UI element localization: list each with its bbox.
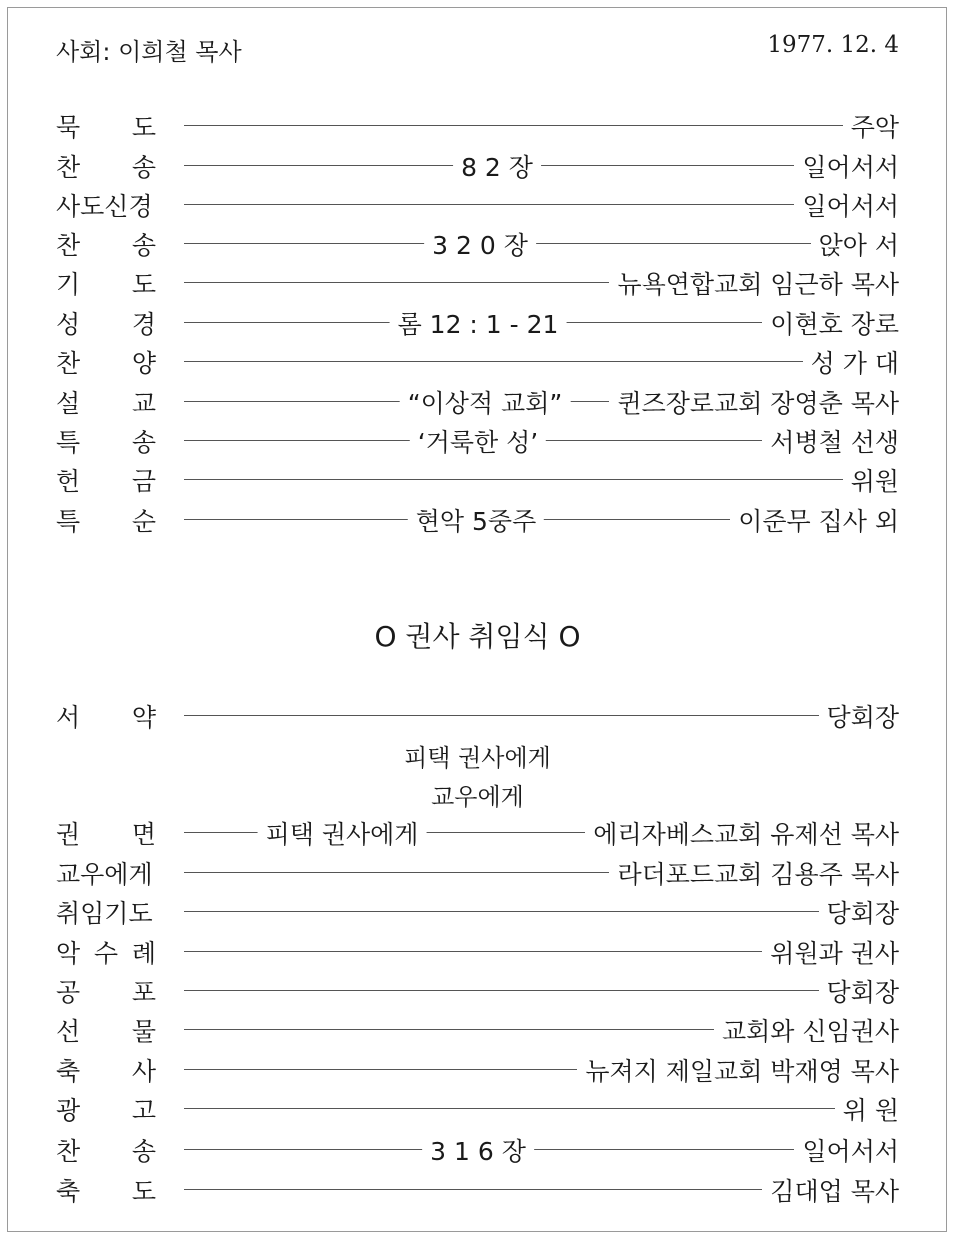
program-item <box>56 305 899 339</box>
program-item <box>56 462 899 496</box>
item-label-part: 공 <box>56 978 81 1007</box>
item-label <box>56 423 156 459</box>
item-label-part: 찬 <box>56 1137 81 1166</box>
leader-line <box>184 1108 899 1109</box>
item-label-part: 축 <box>56 1057 81 1086</box>
item-responsible: 뉴욕연합교회 임근하 목사 <box>609 265 899 301</box>
item-label <box>56 1052 156 1088</box>
item-label-part: 송 <box>131 428 156 457</box>
item-label-part: 악 <box>56 939 81 968</box>
item-label-part: 송 <box>131 1137 156 1166</box>
item-responsible: 에리자베스교회 유제선 목사 <box>585 815 899 851</box>
item-label-part: 경 <box>131 310 156 339</box>
item-label-part: 도 <box>131 1177 156 1206</box>
item-label <box>56 384 156 420</box>
program-item <box>56 148 899 182</box>
item-label-part: 금 <box>131 467 156 496</box>
item-label-part: 양 <box>131 349 156 378</box>
item-detail: 롬 12 : 1 - 21 <box>390 305 567 341</box>
item-responsible: 일어서서 <box>794 148 899 184</box>
item-label-part: 순 <box>131 507 156 536</box>
item-label-part: 교 <box>131 389 156 418</box>
item-label-part: 사도신경 <box>56 192 153 221</box>
item-detail: 피택 권사에게 <box>258 815 427 851</box>
item-detail: “이상적 교회” <box>400 384 571 420</box>
item-responsible: 이현호 장로 <box>762 305 899 341</box>
item-label-part: 포 <box>131 978 156 1007</box>
item-label-part: 취임기도 <box>56 899 153 928</box>
item-label <box>56 855 153 891</box>
section-title: O 권사 취임식 O <box>374 620 581 653</box>
item-label-part: 특 <box>56 507 81 536</box>
item-responsible: 당회장 <box>819 973 899 1009</box>
program-item <box>56 187 899 221</box>
program-item <box>56 934 899 968</box>
item-label-part: 례 <box>131 939 156 968</box>
program-item <box>56 855 899 889</box>
pledge-line: 피택 권사에게 <box>404 744 551 772</box>
item-label <box>56 187 153 223</box>
item-responsible: 위 원 <box>835 1091 899 1127</box>
program-item <box>56 1172 899 1206</box>
program-item <box>56 1132 899 1166</box>
item-label-part: 찬 <box>56 231 81 260</box>
item-label-part: 면 <box>131 820 156 849</box>
item-label-part: 성 <box>56 310 81 339</box>
item-label-part: 기 <box>56 270 81 299</box>
item-responsible: 퀸즈장로교회 장영춘 목사 <box>609 384 899 420</box>
item-label-part: 광 <box>56 1096 81 1125</box>
item-label <box>56 1012 156 1048</box>
item-responsible: 이준무 집사 외 <box>730 502 899 538</box>
leader-line <box>184 204 899 205</box>
item-label <box>56 265 156 301</box>
item-label <box>56 148 156 184</box>
item-label-part: 찬 <box>56 349 81 378</box>
item-label-part: 송 <box>131 231 156 260</box>
item-responsible: 위원과 권사 <box>762 934 899 970</box>
leader-line <box>184 1149 899 1150</box>
item-label <box>56 344 156 380</box>
program-item <box>56 698 899 732</box>
item-label-part: 약 <box>131 703 156 732</box>
item-label-part: 도 <box>131 113 156 142</box>
program-item <box>56 108 899 142</box>
leader-line <box>184 715 899 716</box>
date: 1977. 12. 4 <box>767 32 899 58</box>
item-responsible: 당회장 <box>819 698 899 734</box>
item-label <box>56 305 156 341</box>
program-item <box>56 265 899 299</box>
program-item <box>56 384 899 418</box>
program-item <box>56 973 899 1007</box>
item-label <box>56 934 156 970</box>
item-label <box>56 1172 156 1208</box>
program-item <box>56 423 899 457</box>
item-responsible: 일어서서 <box>794 1132 899 1168</box>
item-detail: 8 2 장 <box>453 148 541 184</box>
program-item <box>56 894 899 928</box>
item-responsible: 주악 <box>843 108 899 144</box>
item-label-part: 선 <box>56 1017 81 1046</box>
leader-line <box>184 125 899 126</box>
moderator-line: 사회: 이희철 목사 <box>56 38 242 66</box>
item-label-part: 묵 <box>56 113 81 142</box>
item-label-part: 서 <box>56 703 81 732</box>
item-label-part: 송 <box>131 153 156 182</box>
item-label <box>56 1091 156 1127</box>
item-label <box>56 894 153 930</box>
program-item <box>56 344 899 378</box>
item-detail: 현악 5중주 <box>408 502 544 538</box>
item-label <box>56 973 156 1009</box>
item-responsible: 성 가 대 <box>803 344 899 380</box>
item-label <box>56 462 156 498</box>
leader-line <box>184 911 899 912</box>
leader-line <box>184 479 899 480</box>
item-responsible: 서병철 선생 <box>762 423 899 459</box>
item-label-part: 수 <box>93 939 119 968</box>
item-responsible: 당회장 <box>819 894 899 930</box>
item-label <box>56 815 156 851</box>
item-label-part: 찬 <box>56 153 81 182</box>
item-responsible: 일어서서 <box>794 187 899 223</box>
item-label-part: 축 <box>56 1177 81 1206</box>
item-responsible: 앉아 서 <box>811 226 899 262</box>
item-responsible: 김대업 목사 <box>762 1172 899 1208</box>
item-label-part: 도 <box>131 270 156 299</box>
item-label-part: 고 <box>131 1096 156 1125</box>
item-label-part: 사 <box>131 1057 156 1086</box>
leader-line <box>184 990 899 991</box>
item-label-part: 설 <box>56 389 81 418</box>
program-item <box>56 226 899 260</box>
item-label-part: 교우에게 <box>56 860 153 889</box>
item-label-part: 물 <box>131 1017 156 1046</box>
item-label <box>56 502 156 538</box>
item-responsible: 교회와 신임권사 <box>714 1012 899 1048</box>
item-label <box>56 226 156 262</box>
item-label-part: 권 <box>56 820 81 849</box>
item-responsible: 라더포드교회 김용주 목사 <box>609 855 899 891</box>
item-label-part: 헌 <box>56 467 81 496</box>
program-item <box>56 1012 899 1046</box>
program-item <box>56 1052 899 1086</box>
leader-line <box>184 165 899 166</box>
leader-line <box>184 243 899 244</box>
item-responsible: 위원 <box>843 462 899 498</box>
pledge-line: 교우에게 <box>431 783 524 811</box>
item-label <box>56 1132 156 1168</box>
program-item <box>56 1091 899 1125</box>
program-item <box>56 502 899 536</box>
item-detail: ‘거룩한 성’ <box>410 423 546 459</box>
item-detail: 3 1 6 장 <box>422 1132 534 1168</box>
item-label <box>56 698 156 734</box>
item-detail: 3 2 0 장 <box>424 226 536 262</box>
item-label <box>56 108 156 144</box>
program-item <box>56 815 899 849</box>
leader-line <box>184 361 899 362</box>
item-responsible: 뉴져지 제일교회 박재영 목사 <box>577 1052 899 1088</box>
item-label-part: 특 <box>56 428 81 457</box>
